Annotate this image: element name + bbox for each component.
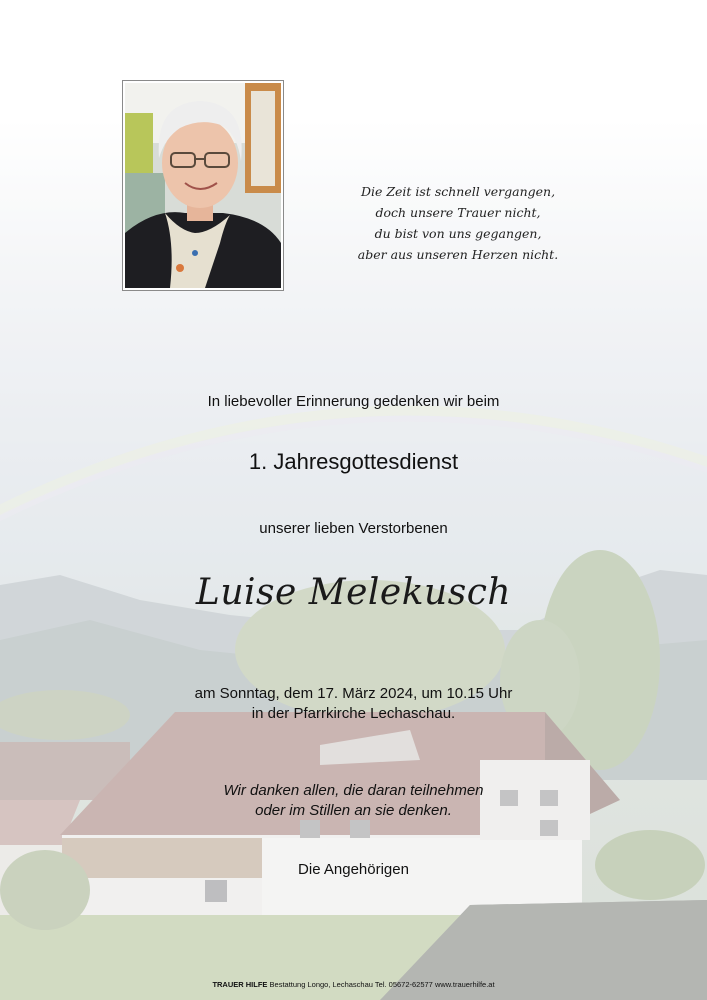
poem-line: doch unsere Trauer nicht, bbox=[375, 205, 541, 220]
poem-line: du bist von uns gegangen, bbox=[374, 226, 542, 241]
service-details bbox=[0, 684, 707, 724]
poem-line: Die Zeit ist schnell vergangen, bbox=[360, 184, 556, 199]
footer-contact: Bestattung Longo, Lechaschau Tel. 05672-62577 www.trauerhilfe.at bbox=[269, 980, 495, 989]
thanks-text bbox=[0, 781, 707, 821]
beloved-text: unserer lieben Verstorbenen bbox=[259, 520, 448, 537]
service-location: in der Pfarrkirche Lechaschau. bbox=[251, 705, 456, 722]
intro-text: In liebevoller Erinnerung gedenken wir beim bbox=[207, 393, 500, 410]
family-signature: Die Angehörigen bbox=[298, 861, 409, 878]
thanks-line: oder im Stillen an sie denken. bbox=[255, 802, 452, 819]
memorial-poem bbox=[330, 181, 586, 265]
footer-brand: TRAUER HILFE bbox=[212, 980, 268, 989]
service-title: 1. Jahresgottesdienst bbox=[248, 449, 459, 474]
service-date-time: am Sonntag, dem 17. März 2024, um 10.15 Uhr bbox=[194, 685, 513, 702]
footer bbox=[0, 980, 707, 989]
portrait-photo bbox=[122, 80, 284, 291]
portrait-image bbox=[125, 83, 281, 288]
poem-line: aber aus unseren Herzen nicht. bbox=[357, 247, 559, 262]
deceased-name: Luise Melekusch bbox=[195, 572, 512, 613]
thanks-line: Wir danken allen, die daran teilnehmen bbox=[223, 782, 484, 799]
